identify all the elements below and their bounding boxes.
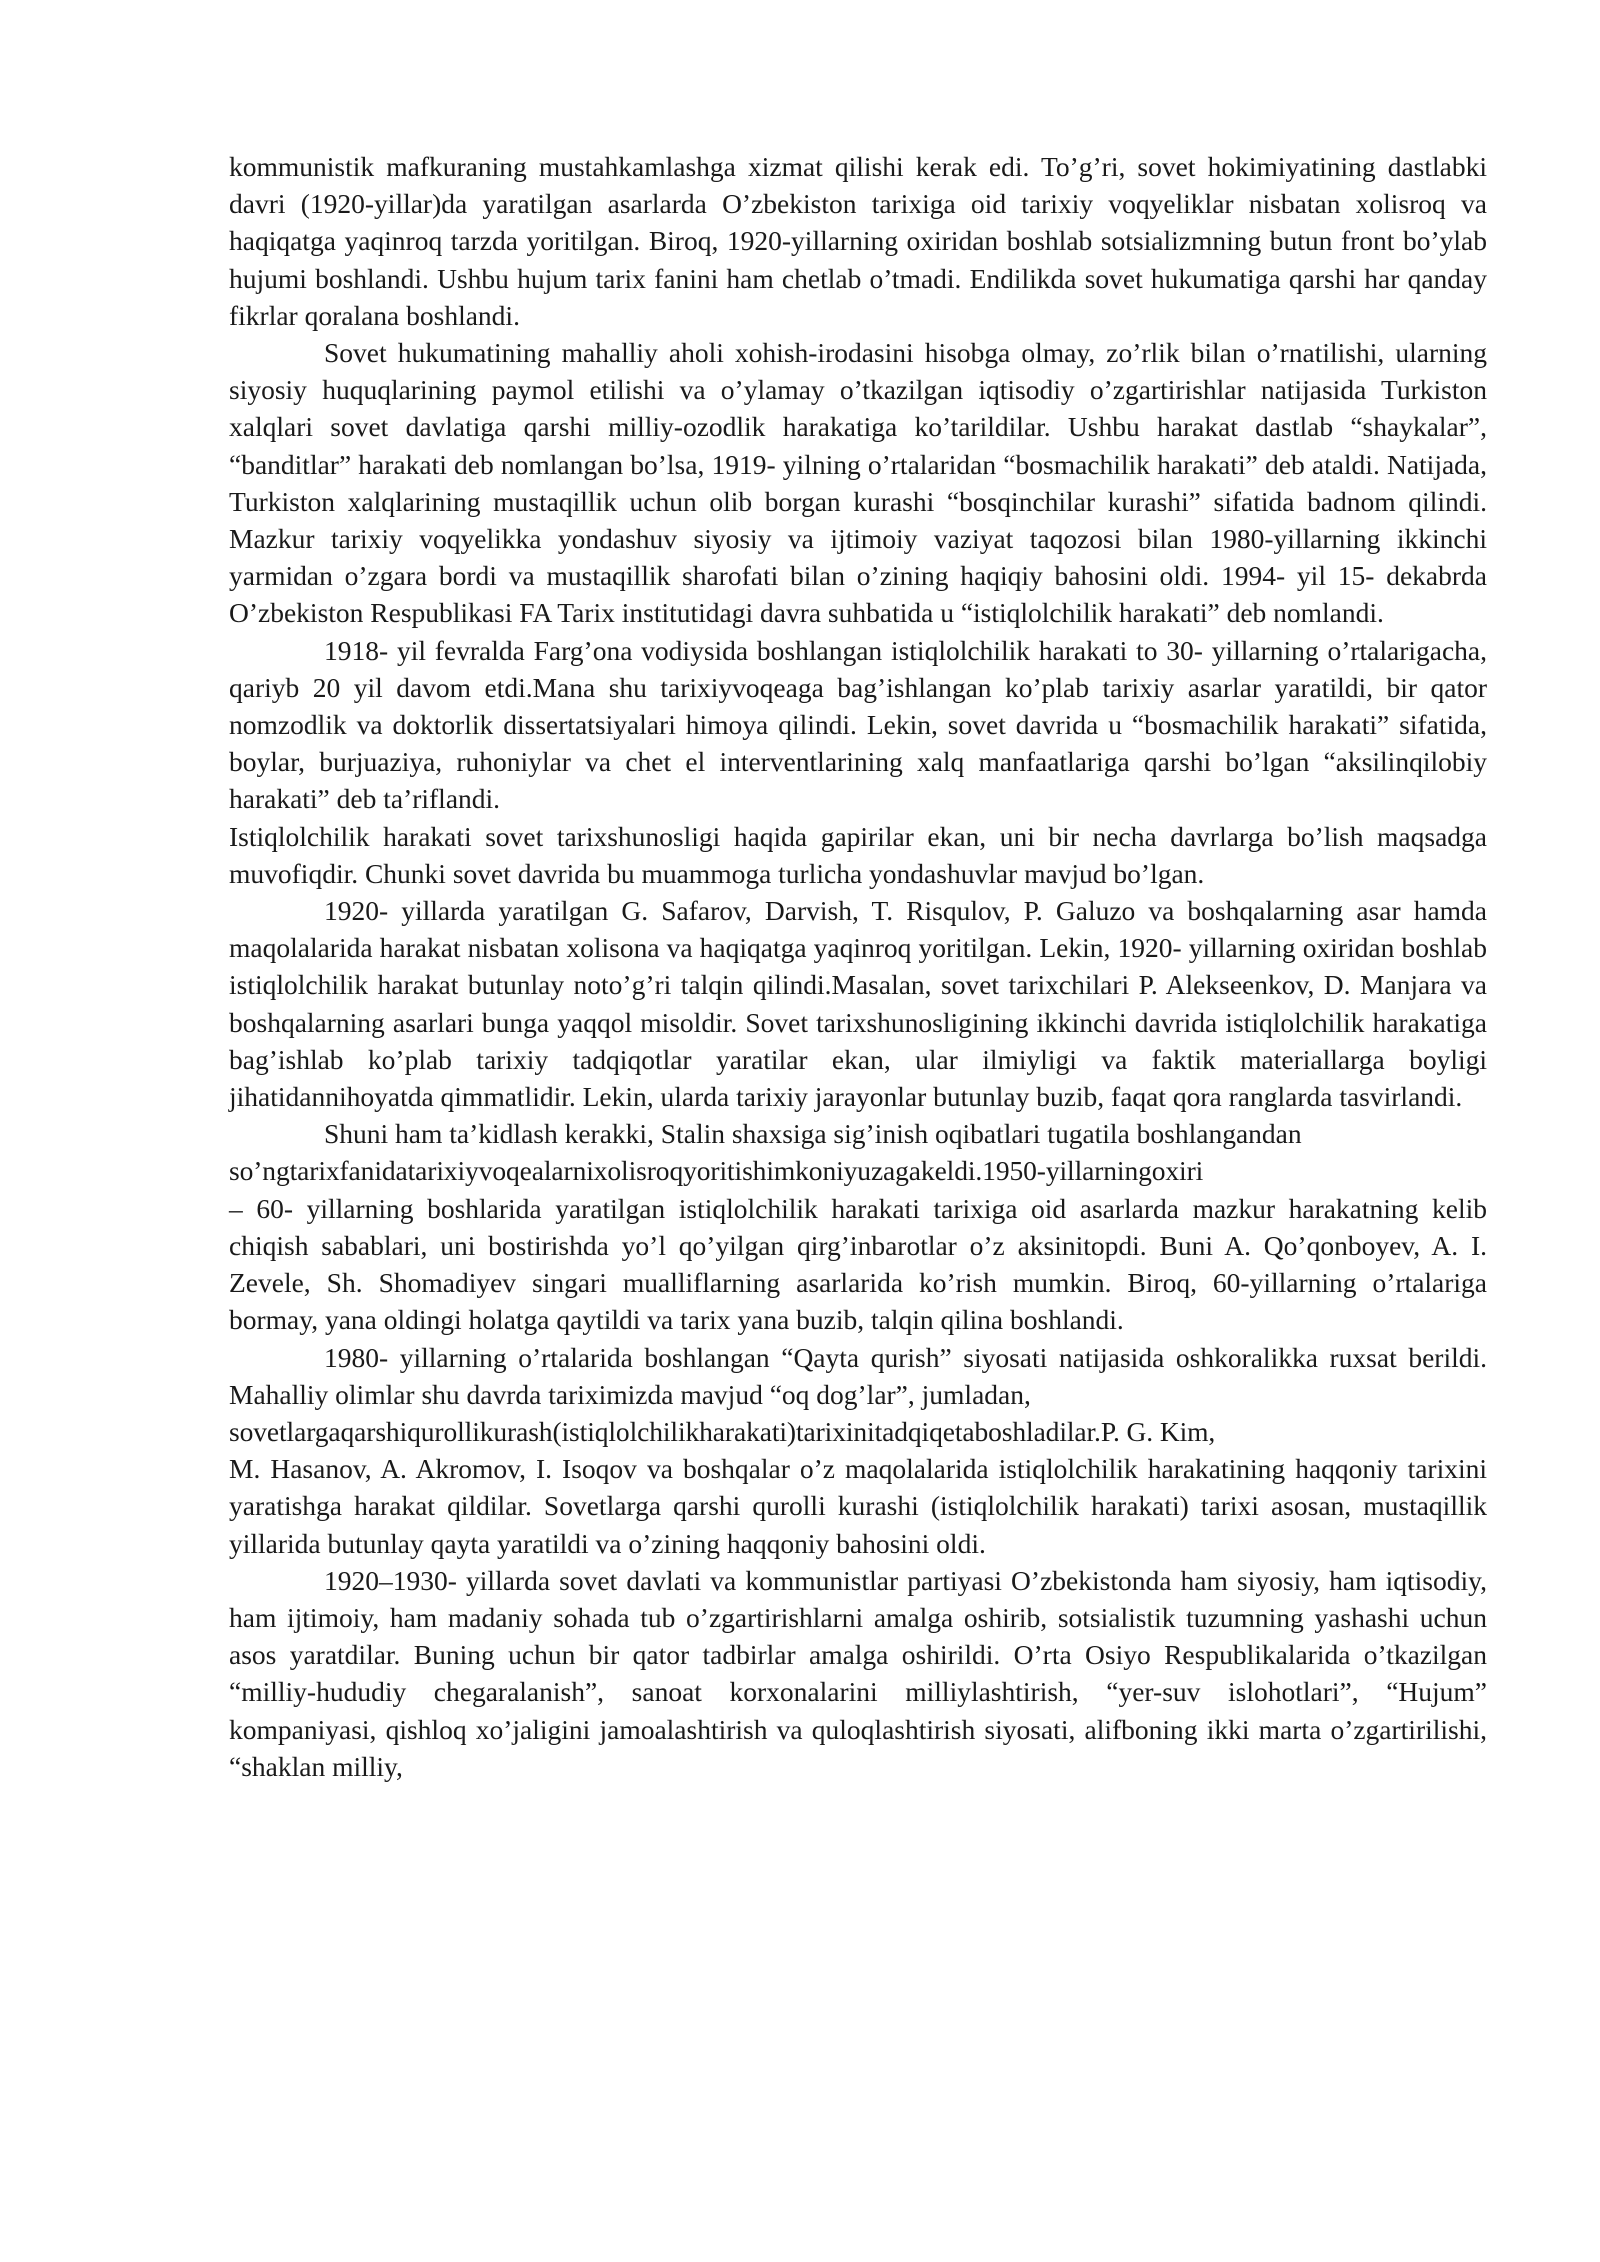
document-page bbox=[229, 148, 1487, 1785]
paragraph-6: Shuni ham ta’kidlash kerakki, Stalin shaxsiga sig’inish oqibatlari tugatila boshlangandan bbox=[324, 1118, 1302, 1150]
paragraph-3: 1918- yil fevralda Farg’ona vodiysida boshlangan istiqlolchilik harakati to 30- yillarning o’rtalarigacha, qariyb 20 yil davom etdi.Mana shu tarixiyvoqeaga bag’ishlangan ko’plab tarixiy asarlar yaratildi, bir qator nomzodlik va doktorlik dissertatsiyalari himoya qilindi. Lekin, sovet davrida u “bosmachilik harakati” sifatida, boylar, burjuaziya, ruhoniylar va chet el interventlarining xalq manfaatlariga qarshi bo’lgan “aksilinqilobiy harakati” deb ta’riflandi. bbox=[229, 634, 1487, 815]
paragraph-4: Istiqlolchilik harakati sovet tarixshunosligi haqida gapirilar ekan, uni bir necha davrlarga bo’lish maqsadga muvofiqdir. Chunki sovet davrida bu muammoga turlicha yondashuvlar mavjud bo’lgan. bbox=[229, 820, 1487, 889]
paragraph-10-run-on-line: sovetlargaqarshiqurollikurash(istiqlolchilikharakati)tarixinitadqiqetaboshladilar.P. G. Kim, bbox=[229, 1415, 1216, 1447]
paragraph-11: M. Hasanov, A. Akromov, I. Isoqov va boshqalar o’z maqolalarida istiqlolchilik harakatining haqqoniy tarixini yaratishga harakat qildilar. Sovetlarga qarshi qurolli kurashi (istiqlolchilik harakati) tarixi asosan, mustaqillik yillarida butunlay qayta yaratildi va o’zining haqqoniy bahosini oldi. bbox=[229, 1453, 1487, 1559]
paragraph-9: 1980- yillarning o’rtalarida boshlangan “Qayta qurish” siyosati natijasida oshkoralikka ruxsat berildi. Mahalliy olimlar shu davrda tariximizda mavjud “oq dog’lar”, jumladan, bbox=[229, 1341, 1487, 1410]
paragraph-5: 1920- yillarda yaratilgan G. Safarov, Darvish, T. Risqulov, P. Galuzo va boshqalarning asar hamda maqolalarida harakat nisbatan xolisona va haqiqatga yaqinroq yoritilgan. Lekin, 1920- yillarning oxiridan boshlab istiqlolchilik harakat butunlay noto’g’ri talqin qilindi.Masalan, sovet tarixchilari P. Alekseenkov, D. Manjara va boshqalarning asarlari bunga yaqqol misoldir. Sovet tarixshunosligining ikkinchi davrida istiqlolchilik harakatiga bag’ishlab ko’plab tarixiy tadqiqotlar yaratilar ekan, ular ilmiyligi va faktik materiallarga boyligi jihatidannihoyatda qimmatlidir. Lekin, ularda tarixiy jarayonlar butunlay buzib, faqat qora ranglarda tasvirlandi. bbox=[229, 895, 1487, 1113]
paragraph-8: – 60- yillarning boshlarida yaratilgan istiqlolchilik harakati tarixiga oid asarlarda mazkur harakatning kelib chiqish sabablari, uni bostirishda yo’l qo’yilgan qirg’inbarotlar o’z aksinitopdi. Buni A. Qo’qonboyev, A. I. Zevele, Sh. Shomadiyev singari mualliflarning asarlarida ko’rish mumkin. Biroq, 60-yillarning o’rtalariga bormay, yana oldingi holatga qaytildi va tarix yana buzib, talqin qilina boshlandi. bbox=[229, 1192, 1487, 1336]
paragraph-7-run-on-line: so’ngtarixfanidatarixiyvoqealarnixolisroqyoritishimkoniyuzagakeldi.1950-yillarningoxiri bbox=[229, 1155, 1204, 1187]
paragraph-1: kommunistik mafkuraning mustahkamlashga xizmat qilishi kerak edi. To’g’ri, sovet hokimiyatining dastlabki davri (1920-yillar)da yaratilgan asarlarda O’zbekiston tarixiga oid tarixiy voqyeliklar nisbatan xolisroq va haqiqatga yaqinroq tarzda yoritilgan. Biroq, 1920-yillarning oxiridan boshlab sotsializmning butun front bo’ylab hujumi boshlandi. Ushbu hujum tarix fanini ham chetlab o’tmadi. Endilikda sovet hukumatiga qarshi har qanday fikrlar qoralana boshlandi. bbox=[229, 151, 1487, 331]
paragraph-2: Sovet hukumatining mahalliy aholi xohish-irodasini hisobga olmay, zo’rlik bilan o’rnatilishi, ularning siyosiy huquqlarining paymol etilishi va o’ylamay o’tkazilgan iqtisodiy o’zgartirishlar natijasida Turkiston xalqlari sovet davlatiga qarshi milliy-ozodlik harakatiga ko’tarildilar. Ushbu harakat dastlab “shaykalar”, “banditlar” harakati deb nomlangan bo’lsa, 1919- yilning o’rtalaridan “bosmachilik harakati” deb ataldi. Natijada, Turkiston xalqlarining mustaqillik uchun olib borgan kurashi “bosqinchilar kurashi” sifatida badnom qilindi. Mazkur tarixiy voqyelikka yondashuv siyosiy va ijtimoiy vaziyat taqozosi bilan 1980-yillarning ikkinchi yarmidan o’zgara bordi va mustaqillik sharofati bilan o’zining haqiqiy bahosini oldi. 1994- yil 15- dekabrda O’zbekiston Respublikasi FA Tarix institutidagi davra suhbatida u “istiqlolchilik harakati” deb nomlandi. bbox=[229, 337, 1487, 629]
paragraph-12: 1920–1930- yillarda sovet davlati va kommunistlar partiyasi O’zbekistonda ham siyosiy, ham iqtisodiy, ham ijtimoiy, ham madaniy sohada tub o’zgartirishlarni amalga oshirib, sotsialistik tuzumning yashashi uchun asos yaratdilar. Buning uchun bir qator tadbirlar amalga oshirildi. O’rta Osiyo Respublikalarida o’tkazilgan “milliy-hududiy chegaralanish”, sanoat korxonalarini milliylashtirish, “yer-suv islohotlari”, “Hujum” kompaniyasi, qishloq xo’jaligini jamoalashtirish va quloqlashtirish siyosati, alifboning ikki marta o’zgartirilishi, “shaklan milliy, bbox=[229, 1564, 1487, 1782]
